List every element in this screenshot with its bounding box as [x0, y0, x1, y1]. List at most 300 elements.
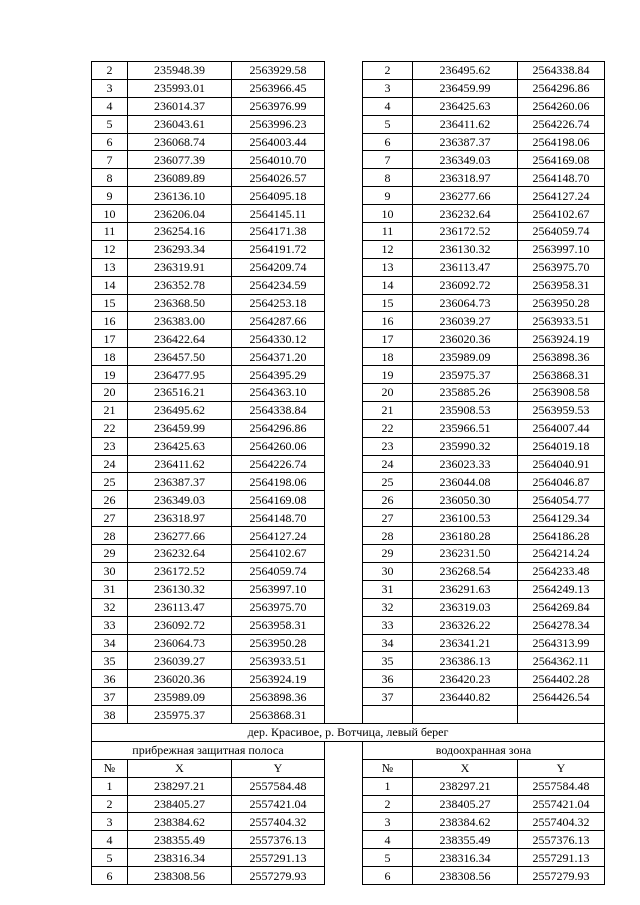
right-coord-x-cell: 235989.09 — [413, 348, 518, 366]
left-coord-x-cell: 236068.74 — [128, 133, 232, 151]
left-point-number-cell: 28 — [92, 527, 128, 545]
left-coord-x-cell: 236516.21 — [128, 384, 232, 402]
right-coord-y-cell: 2564186.28 — [518, 527, 605, 545]
right-coord-x-cell: 236039.27 — [413, 312, 518, 330]
left-point-number-cell: 11 — [92, 223, 128, 241]
column-gap — [325, 688, 363, 706]
column-gap — [325, 813, 363, 831]
right-coord-y-cell: 2563933.51 — [518, 312, 605, 330]
left-coord-y-cell: 2564296.86 — [232, 419, 325, 437]
section-title: дер. Красивое, р. Вотчица, левый берег — [92, 723, 605, 741]
column-gap — [325, 294, 363, 312]
left-coord-x-cell: 236422.64 — [128, 330, 232, 348]
left-coord-x-cell: 236293.34 — [128, 240, 232, 258]
left-coord-x-cell: 236092.72 — [128, 616, 232, 634]
column-gap — [325, 634, 363, 652]
left-coord-y-cell: 2563976.99 — [232, 97, 325, 115]
right-point-number-cell: 28 — [363, 527, 413, 545]
left-coord-x-cell: 238316.34 — [128, 849, 232, 867]
right-coord-y-cell: 2564169.08 — [518, 151, 605, 169]
table-row — [92, 348, 605, 366]
right-number-header: № — [363, 759, 413, 777]
left-coord-y-cell: 2563950.28 — [232, 634, 325, 652]
left-point-number-cell: 27 — [92, 509, 128, 527]
right-coord-x-cell: 236387.37 — [413, 133, 518, 151]
table-row — [92, 133, 605, 151]
right-coord-x-cell: 236020.36 — [413, 330, 518, 348]
left-point-number-cell: 17 — [92, 330, 128, 348]
left-coord-y-cell: 2564226.74 — [232, 455, 325, 473]
left-point-number-cell: 7 — [92, 151, 128, 169]
right-coord-x-cell: 236044.08 — [413, 473, 518, 491]
right-coord-x-cell: 236232.64 — [413, 205, 518, 223]
column-gap — [325, 849, 363, 867]
right-point-number-cell: 37 — [363, 688, 413, 706]
right-coord-x-cell: 238355.49 — [413, 831, 518, 849]
left-point-number-cell: 31 — [92, 580, 128, 598]
left-coord-y-cell: 2563929.58 — [232, 62, 325, 80]
left-coord-y-cell: 2564371.20 — [232, 348, 325, 366]
right-coord-y-cell: 2563868.31 — [518, 366, 605, 384]
column-gap — [325, 509, 363, 527]
column-gap — [325, 795, 363, 813]
column-gap — [325, 437, 363, 455]
right-point-number-cell: 31 — [363, 580, 413, 598]
right-coord-y-cell: 2564226.74 — [518, 115, 605, 133]
left-coord-y-cell: 2564209.74 — [232, 258, 325, 276]
column-gap — [325, 312, 363, 330]
right-point-number-cell: 26 — [363, 491, 413, 509]
left-coord-x-cell: 236368.50 — [128, 294, 232, 312]
left-coord-x-cell: 235989.09 — [128, 688, 232, 706]
left-coord-x-cell: 236352.78 — [128, 276, 232, 294]
left-coord-y-cell: 2564026.57 — [232, 169, 325, 187]
right-point-number-cell: 6 — [363, 867, 413, 885]
left-coord-y-cell: 2564363.10 — [232, 384, 325, 402]
left-point-number-cell: 36 — [92, 670, 128, 688]
right-coord-x-cell: 236411.62 — [413, 115, 518, 133]
left-point-number-cell: 5 — [92, 849, 128, 867]
left-coord-y-cell: 2564338.84 — [232, 401, 325, 419]
right-point-number-cell: 4 — [363, 97, 413, 115]
right-point-number-cell: 4 — [363, 831, 413, 849]
table-row — [92, 652, 605, 670]
table-row — [92, 706, 605, 724]
right-coord-y-cell: 2564129.34 — [518, 509, 605, 527]
left-coord-x-cell: 238405.27 — [128, 795, 232, 813]
left-coord-x-cell: 236495.62 — [128, 401, 232, 419]
left-coord-x-cell: 236425.63 — [128, 437, 232, 455]
right-point-number-cell: 3 — [363, 79, 413, 97]
left-coord-x-cell: 236113.47 — [128, 598, 232, 616]
right-coord-y-cell: 2564402.28 — [518, 670, 605, 688]
left-coord-x-cell: 236130.32 — [128, 580, 232, 598]
column-gap — [325, 115, 363, 133]
right-point-number-cell: 34 — [363, 634, 413, 652]
table-row — [92, 545, 605, 563]
column-gap — [325, 670, 363, 688]
right-point-number-cell: 25 — [363, 473, 413, 491]
column-gap — [325, 62, 363, 80]
left-coord-x-cell: 238308.56 — [128, 867, 232, 885]
left-point-number-cell: 15 — [92, 294, 128, 312]
right-coord-y-cell: 2564296.86 — [518, 79, 605, 97]
right-coord-y-cell: 2563950.28 — [518, 294, 605, 312]
right-point-number-cell: 22 — [363, 419, 413, 437]
left-coord-x-cell: 235993.01 — [128, 79, 232, 97]
coordinates-table — [91, 61, 605, 885]
column-gap — [325, 348, 363, 366]
right-coord-x-cell: 235966.51 — [413, 419, 518, 437]
right-coord-y-cell: 2564046.87 — [518, 473, 605, 491]
right-point-number-cell: 12 — [363, 240, 413, 258]
left-coord-y-cell: 2564003.44 — [232, 133, 325, 151]
right-coord-x-cell: 236425.63 — [413, 97, 518, 115]
right-point-number-cell: 5 — [363, 115, 413, 133]
left-point-number-cell: 8 — [92, 169, 128, 187]
right-point-number-cell: 14 — [363, 276, 413, 294]
left-coord-y-cell: 2557584.48 — [232, 777, 325, 795]
column-gap — [325, 169, 363, 187]
column-gap — [325, 366, 363, 384]
left-coord-x-cell: 236232.64 — [128, 545, 232, 563]
left-coord-y-cell: 2557291.13 — [232, 849, 325, 867]
right-point-number-cell: 3 — [363, 813, 413, 831]
left-coord-y-cell: 2564095.18 — [232, 187, 325, 205]
left-coord-x-cell: 236387.37 — [128, 473, 232, 491]
column-gap — [325, 401, 363, 419]
left-coord-y-cell: 2564395.29 — [232, 366, 325, 384]
left-point-number-cell: 33 — [92, 616, 128, 634]
column-gap — [325, 527, 363, 545]
column-gap — [325, 419, 363, 437]
left-coord-y-cell: 2563958.31 — [232, 616, 325, 634]
left-coord-x-cell: 236039.27 — [128, 652, 232, 670]
right-coord-y-cell: 2564198.06 — [518, 133, 605, 151]
right-coord-x-cell: 236050.30 — [413, 491, 518, 509]
left-coord-x-cell: 236077.39 — [128, 151, 232, 169]
right-coord-y-cell: 2564426.54 — [518, 688, 605, 706]
table-row — [92, 437, 605, 455]
right-point-number-cell: 29 — [363, 545, 413, 563]
right-coord-y-cell: 2563975.70 — [518, 258, 605, 276]
right-point-number-cell: 7 — [363, 151, 413, 169]
left-coord-x-cell: 236349.03 — [128, 491, 232, 509]
table-row — [92, 598, 605, 616]
left-coord-x-cell: 236206.04 — [128, 205, 232, 223]
right-coord-x-cell: 236319.03 — [413, 598, 518, 616]
left-point-number-cell: 26 — [92, 491, 128, 509]
left-point-number-cell: 4 — [92, 97, 128, 115]
column-gap — [325, 706, 363, 724]
left-point-number-cell: 37 — [92, 688, 128, 706]
right-point-number-cell: 27 — [363, 509, 413, 527]
left-coord-x-cell: 236089.89 — [128, 169, 232, 187]
table-row — [92, 276, 605, 294]
left-point-number-cell: 29 — [92, 545, 128, 563]
right-point-number-cell: 2 — [363, 62, 413, 80]
right-coord-x-cell: 238384.62 — [413, 813, 518, 831]
right-coord-x-cell: 235908.53 — [413, 401, 518, 419]
right-coord-x-cell: 236113.47 — [413, 258, 518, 276]
left-point-number-cell: 9 — [92, 187, 128, 205]
column-gap — [325, 97, 363, 115]
left-coord-y-cell: 2563898.36 — [232, 688, 325, 706]
left-point-number-cell: 4 — [92, 831, 128, 849]
left-coord-y-cell: 2564260.06 — [232, 437, 325, 455]
header-row — [92, 759, 605, 777]
column-gap — [325, 562, 363, 580]
column-gap — [325, 777, 363, 795]
left-coord-x-cell: 236383.00 — [128, 312, 232, 330]
right-coord-x-cell: 236291.63 — [413, 580, 518, 598]
table-row — [92, 97, 605, 115]
right-x-header: X — [413, 759, 518, 777]
right-point-number-cell: 5 — [363, 849, 413, 867]
right-point-number-cell: 6 — [363, 133, 413, 151]
left-coord-x-cell: 236172.52 — [128, 562, 232, 580]
left-coord-y-cell: 2557421.04 — [232, 795, 325, 813]
table-row — [92, 223, 605, 241]
table-row — [92, 670, 605, 688]
table-row — [92, 849, 605, 867]
right-coord-y-cell: 2564214.24 — [518, 545, 605, 563]
table-row — [92, 401, 605, 419]
right-coord-x-cell: 236326.22 — [413, 616, 518, 634]
right-coord-x-cell: 236100.53 — [413, 509, 518, 527]
left-coord-x-cell: 236459.99 — [128, 419, 232, 437]
left-y-header: Y — [232, 759, 325, 777]
right-point-number-cell: 21 — [363, 401, 413, 419]
left-coord-x-cell: 238384.62 — [128, 813, 232, 831]
right-point-number-cell: 20 — [363, 384, 413, 402]
table-row — [92, 491, 605, 509]
left-point-number-cell: 30 — [92, 562, 128, 580]
right-point-number-cell: 24 — [363, 455, 413, 473]
right-coord-y-cell: 2564148.70 — [518, 169, 605, 187]
table-row — [92, 867, 605, 885]
right-point-number-cell: 9 — [363, 187, 413, 205]
right-point-number-cell: 32 — [363, 598, 413, 616]
left-point-number-cell: 24 — [92, 455, 128, 473]
right-point-number-cell: 17 — [363, 330, 413, 348]
right-coord-x-cell: 236318.97 — [413, 169, 518, 187]
left-number-header: № — [92, 759, 128, 777]
right-coord-x-cell: 238316.34 — [413, 849, 518, 867]
table-row — [92, 187, 605, 205]
right-point-number-cell: 16 — [363, 312, 413, 330]
right-point-number-cell: 11 — [363, 223, 413, 241]
right-point-number-cell: 13 — [363, 258, 413, 276]
left-coord-x-cell: 238297.21 — [128, 777, 232, 795]
column-gap — [325, 240, 363, 258]
left-coord-x-cell: 236020.36 — [128, 670, 232, 688]
column-gap — [325, 491, 363, 509]
right-point-number-cell: 18 — [363, 348, 413, 366]
right-point-number-cell: 10 — [363, 205, 413, 223]
right-point-number-cell: 30 — [363, 562, 413, 580]
left-coord-x-cell: 236277.66 — [128, 527, 232, 545]
right-point-number-cell: 2 — [363, 795, 413, 813]
left-point-number-cell: 3 — [92, 813, 128, 831]
right-coord-x-cell: 236341.21 — [413, 634, 518, 652]
column-gap — [325, 133, 363, 151]
left-point-number-cell: 13 — [92, 258, 128, 276]
right-coord-y-cell: 2564260.06 — [518, 97, 605, 115]
left-point-number-cell: 5 — [92, 115, 128, 133]
left-coord-y-cell: 2563975.70 — [232, 598, 325, 616]
left-coord-y-cell: 2563868.31 — [232, 706, 325, 724]
left-point-number-cell: 6 — [92, 867, 128, 885]
left-point-number-cell: 6 — [92, 133, 128, 151]
left-coord-y-cell: 2564234.59 — [232, 276, 325, 294]
right-coord-y-cell: 2563924.19 — [518, 330, 605, 348]
right-coord-x-cell: 236277.66 — [413, 187, 518, 205]
right-coord-x-cell: 238405.27 — [413, 795, 518, 813]
table-row — [92, 562, 605, 580]
empty-cell — [413, 706, 518, 724]
right-coord-y-cell: 2564233.48 — [518, 562, 605, 580]
right-coord-x-cell: 236064.73 — [413, 294, 518, 312]
right-coord-y-cell: 2563958.31 — [518, 276, 605, 294]
left-point-number-cell: 2 — [92, 62, 128, 80]
left-coord-x-cell: 235975.37 — [128, 706, 232, 724]
right-point-number-cell: 23 — [363, 437, 413, 455]
right-point-number-cell: 15 — [363, 294, 413, 312]
left-point-number-cell: 18 — [92, 348, 128, 366]
left-coord-y-cell: 2564102.67 — [232, 545, 325, 563]
table-row — [92, 509, 605, 527]
left-coord-x-cell: 236014.37 — [128, 97, 232, 115]
right-coord-y-cell: 2563908.58 — [518, 384, 605, 402]
right-point-number-cell: 1 — [363, 777, 413, 795]
right-point-number-cell: 35 — [363, 652, 413, 670]
table-row — [92, 330, 605, 348]
table-row — [92, 294, 605, 312]
left-coord-x-cell: 236043.61 — [128, 115, 232, 133]
right-coord-y-cell: 2564362.11 — [518, 652, 605, 670]
left-coord-x-cell: 236254.16 — [128, 223, 232, 241]
column-gap — [325, 223, 363, 241]
empty-cell — [518, 706, 605, 724]
table-row — [92, 688, 605, 706]
left-coord-x-cell: 238355.49 — [128, 831, 232, 849]
right-coord-y-cell: 2564040.91 — [518, 455, 605, 473]
table-row — [92, 634, 605, 652]
left-coord-y-cell: 2564287.66 — [232, 312, 325, 330]
column-gap — [325, 455, 363, 473]
column-gap — [325, 759, 363, 777]
right-coord-y-cell: 2563959.53 — [518, 401, 605, 419]
column-gap — [325, 652, 363, 670]
left-coord-y-cell: 2564145.11 — [232, 205, 325, 223]
left-point-number-cell: 12 — [92, 240, 128, 258]
right-coord-y-cell: 2564249.13 — [518, 580, 605, 598]
left-point-number-cell: 32 — [92, 598, 128, 616]
left-coord-x-cell: 236411.62 — [128, 455, 232, 473]
left-coord-y-cell: 2563966.45 — [232, 79, 325, 97]
column-gap — [325, 598, 363, 616]
column-gap — [325, 79, 363, 97]
left-coord-y-cell: 2557376.13 — [232, 831, 325, 849]
left-coord-y-cell: 2564148.70 — [232, 509, 325, 527]
table-row — [92, 205, 605, 223]
left-coord-y-cell: 2564059.74 — [232, 562, 325, 580]
right-coord-x-cell: 235975.37 — [413, 366, 518, 384]
table-row — [92, 240, 605, 258]
right-point-number-cell: 19 — [363, 366, 413, 384]
right-coord-x-cell: 236130.32 — [413, 240, 518, 258]
column-gap — [325, 151, 363, 169]
table-row — [92, 79, 605, 97]
column-gap — [325, 867, 363, 885]
left-point-number-cell: 2 — [92, 795, 128, 813]
right-coord-x-cell: 236023.33 — [413, 455, 518, 473]
left-coord-y-cell: 2564198.06 — [232, 473, 325, 491]
table-row — [92, 473, 605, 491]
left-coord-y-cell: 2564253.18 — [232, 294, 325, 312]
column-gap — [325, 473, 363, 491]
right-coord-x-cell: 236386.13 — [413, 652, 518, 670]
right-coord-y-cell: 2563997.10 — [518, 240, 605, 258]
right-coord-y-cell: 2557584.48 — [518, 777, 605, 795]
right-coord-x-cell: 236459.99 — [413, 79, 518, 97]
right-coord-x-cell: 236495.62 — [413, 62, 518, 80]
left-point-number-cell: 3 — [92, 79, 128, 97]
left-point-number-cell: 10 — [92, 205, 128, 223]
left-coord-x-cell: 236477.95 — [128, 366, 232, 384]
table-row — [92, 616, 605, 634]
right-coord-y-cell: 2557404.32 — [518, 813, 605, 831]
table-row — [92, 366, 605, 384]
right-coord-y-cell: 2564313.99 — [518, 634, 605, 652]
left-coord-y-cell: 2563997.10 — [232, 580, 325, 598]
right-coord-x-cell: 236231.50 — [413, 545, 518, 563]
table-row — [92, 527, 605, 545]
right-coord-y-cell: 2557421.04 — [518, 795, 605, 813]
table-row — [92, 813, 605, 831]
left-point-number-cell: 20 — [92, 384, 128, 402]
left-coord-x-cell: 236457.50 — [128, 348, 232, 366]
left-point-number-cell: 38 — [92, 706, 128, 724]
right-point-number-cell: 33 — [363, 616, 413, 634]
left-coord-y-cell: 2557404.32 — [232, 813, 325, 831]
left-point-number-cell: 16 — [92, 312, 128, 330]
column-gap — [325, 258, 363, 276]
table-row — [92, 169, 605, 187]
right-point-number-cell: 36 — [363, 670, 413, 688]
left-coord-x-cell: 236064.73 — [128, 634, 232, 652]
left-coord-y-cell: 2564330.12 — [232, 330, 325, 348]
empty-cell — [363, 706, 413, 724]
right-coord-x-cell: 236440.82 — [413, 688, 518, 706]
left-coord-x-cell: 236136.10 — [128, 187, 232, 205]
left-coord-x-cell: 236318.97 — [128, 509, 232, 527]
left-coord-y-cell: 2564191.72 — [232, 240, 325, 258]
column-gap — [325, 330, 363, 348]
right-coord-x-cell: 236268.54 — [413, 562, 518, 580]
left-coord-y-cell: 2564010.70 — [232, 151, 325, 169]
right-coord-x-cell: 236172.52 — [413, 223, 518, 241]
coordinates-table-body — [92, 62, 605, 885]
table-row — [92, 258, 605, 276]
table-row — [92, 831, 605, 849]
right-coord-y-cell: 2557376.13 — [518, 831, 605, 849]
right-point-number-cell: 8 — [363, 169, 413, 187]
left-coord-x-cell: 236319.91 — [128, 258, 232, 276]
column-gap — [325, 205, 363, 223]
table-row — [92, 580, 605, 598]
